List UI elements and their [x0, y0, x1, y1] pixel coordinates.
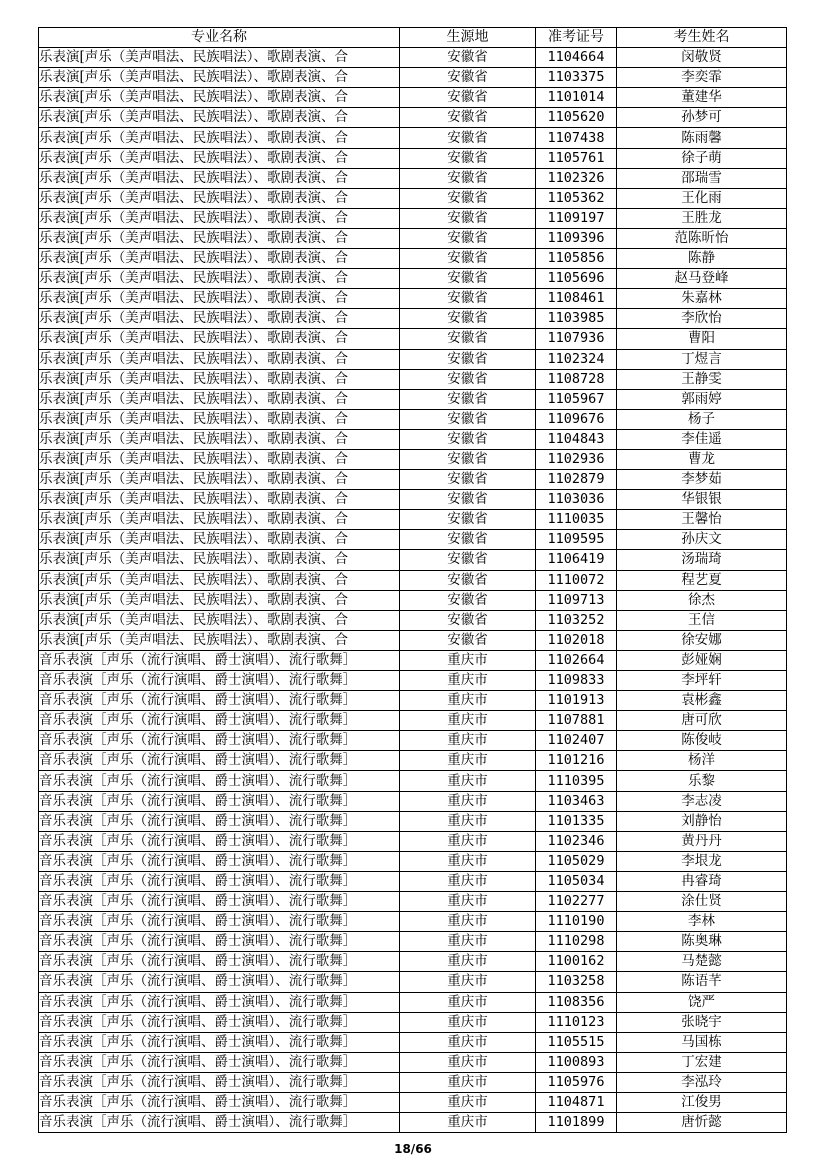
cell-name: 华银银: [617, 490, 787, 510]
cell-major: 乐表演[声乐（美声唱法、民族唱法）、歌剧表演、合: [39, 48, 400, 68]
cell-major: 音乐表演［声乐（流行演唱、爵士演唱）、流行歌舞］: [39, 932, 400, 952]
table-row: [39, 188, 787, 208]
cell-major: 音乐表演［声乐（流行演唱、爵士演唱）、流行歌舞］: [39, 912, 400, 932]
table-row: [39, 168, 787, 188]
cell-major: 乐表演[声乐（美声唱法、民族唱法）、歌剧表演、合: [39, 68, 400, 88]
table-row: [39, 972, 787, 992]
header-name: 考生姓名: [617, 28, 787, 48]
cell-origin: 安徽省: [400, 349, 536, 369]
cell-major: 乐表演[声乐（美声唱法、民族唱法）、歌剧表演、合: [39, 369, 400, 389]
cell-exam-id: 1108728: [536, 369, 617, 389]
cell-origin: 安徽省: [400, 490, 536, 510]
table-row: [39, 530, 787, 550]
cell-origin: 安徽省: [400, 550, 536, 570]
cell-origin: 安徽省: [400, 128, 536, 148]
cell-name: 杨子: [617, 409, 787, 429]
cell-name: 董建华: [617, 88, 787, 108]
table-row: [39, 349, 787, 369]
cell-major: 音乐表演［声乐（流行演唱、爵士演唱）、流行歌舞］: [39, 851, 400, 871]
cell-origin: 重庆市: [400, 811, 536, 831]
cell-exam-id: 1102879: [536, 470, 617, 490]
table-row: [39, 449, 787, 469]
cell-major: 音乐表演［声乐（流行演唱、爵士演唱）、流行歌舞］: [39, 1092, 400, 1112]
cell-name: 陈奥琳: [617, 932, 787, 952]
cell-major: 乐表演[声乐（美声唱法、民族唱法）、歌剧表演、合: [39, 208, 400, 228]
cell-major: 乐表演[声乐（美声唱法、民族唱法）、歌剧表演、合: [39, 148, 400, 168]
table-row: [39, 550, 787, 570]
table-row: [39, 128, 787, 148]
cell-exam-id: 1107936: [536, 329, 617, 349]
cell-major: 乐表演[声乐（美声唱法、民族唱法）、歌剧表演、合: [39, 610, 400, 630]
cell-exam-id: 1109676: [536, 409, 617, 429]
cell-origin: 安徽省: [400, 590, 536, 610]
cell-major: 音乐表演［声乐（流行演唱、爵士演唱）、流行歌舞］: [39, 952, 400, 972]
cell-major: 乐表演[声乐（美声唱法、民族唱法）、歌剧表演、合: [39, 389, 400, 409]
cell-origin: 安徽省: [400, 48, 536, 68]
cell-exam-id: 1101899: [536, 1113, 617, 1133]
cell-major: 音乐表演［声乐（流行演唱、爵士演唱）、流行歌舞］: [39, 771, 400, 791]
cell-name: 张晓宇: [617, 1012, 787, 1032]
cell-origin: 重庆市: [400, 831, 536, 851]
table-row: [39, 309, 787, 329]
cell-exam-id: 1105620: [536, 108, 617, 128]
cell-origin: 重庆市: [400, 671, 536, 691]
cell-major: 乐表演[声乐（美声唱法、民族唱法）、歌剧表演、合: [39, 530, 400, 550]
cell-name: 饶严: [617, 992, 787, 1012]
cell-exam-id: 1101014: [536, 88, 617, 108]
table-row: [39, 369, 787, 389]
cell-major: 乐表演[声乐（美声唱法、民族唱法）、歌剧表演、合: [39, 108, 400, 128]
cell-major: 音乐表演［声乐（流行演唱、爵士演唱）、流行歌舞］: [39, 711, 400, 731]
table-row: [39, 148, 787, 168]
cell-major: 乐表演[声乐（美声唱法、民族唱法）、歌剧表演、合: [39, 429, 400, 449]
cell-name: 孙庆文: [617, 530, 787, 550]
cell-name: 范陈昕怡: [617, 228, 787, 248]
cell-origin: 重庆市: [400, 1052, 536, 1072]
cell-origin: 安徽省: [400, 470, 536, 490]
cell-name: 袁彬鑫: [617, 691, 787, 711]
table-row: [39, 510, 787, 530]
cell-major: 音乐表演［声乐（流行演唱、爵士演唱）、流行歌舞］: [39, 1052, 400, 1072]
cell-exam-id: 1101216: [536, 751, 617, 771]
cell-major: 乐表演[声乐（美声唱法、民族唱法）、歌剧表演、合: [39, 590, 400, 610]
cell-major: 乐表演[声乐（美声唱法、民族唱法）、歌剧表演、合: [39, 449, 400, 469]
cell-major: 乐表演[声乐（美声唱法、民族唱法）、歌剧表演、合: [39, 249, 400, 269]
cell-major: 乐表演[声乐（美声唱法、民族唱法）、歌剧表演、合: [39, 490, 400, 510]
table-row: [39, 811, 787, 831]
cell-name: 陈静: [617, 249, 787, 269]
cell-name: 乐黎: [617, 771, 787, 791]
cell-exam-id: 1109713: [536, 590, 617, 610]
table-row: [39, 1032, 787, 1052]
cell-name: 李欣怡: [617, 309, 787, 329]
cell-major: 音乐表演［声乐（流行演唱、爵士演唱）、流行歌舞］: [39, 972, 400, 992]
cell-origin: 重庆市: [400, 771, 536, 791]
cell-name: 郭雨婷: [617, 389, 787, 409]
cell-exam-id: 1110035: [536, 510, 617, 530]
cell-exam-id: 1105696: [536, 269, 617, 289]
cell-exam-id: 1107881: [536, 711, 617, 731]
header-major: 专业名称: [39, 28, 400, 48]
cell-name: 王胜龙: [617, 208, 787, 228]
cell-name: 陈俊岐: [617, 731, 787, 751]
cell-name: 马楚懿: [617, 952, 787, 972]
cell-name: 王化雨: [617, 188, 787, 208]
cell-origin: 安徽省: [400, 249, 536, 269]
cell-origin: 安徽省: [400, 269, 536, 289]
cell-exam-id: 1109396: [536, 228, 617, 248]
cell-major: 乐表演[声乐（美声唱法、民族唱法）、歌剧表演、合: [39, 228, 400, 248]
cell-major: 乐表演[声乐（美声唱法、民族唱法）、歌剧表演、合: [39, 128, 400, 148]
cell-origin: 安徽省: [400, 369, 536, 389]
cell-origin: 重庆市: [400, 992, 536, 1012]
cell-origin: 重庆市: [400, 1072, 536, 1092]
cell-name: 陈语芊: [617, 972, 787, 992]
cell-exam-id: 1105034: [536, 871, 617, 891]
table-row: [39, 831, 787, 851]
cell-exam-id: 1100893: [536, 1052, 617, 1072]
table-row: [39, 1012, 787, 1032]
cell-exam-id: 1106419: [536, 550, 617, 570]
table-row: [39, 389, 787, 409]
table-row: [39, 208, 787, 228]
cell-exam-id: 1102664: [536, 650, 617, 670]
cell-exam-id: 1105761: [536, 148, 617, 168]
cell-name: 黄丹丹: [617, 831, 787, 851]
cell-name: 曹阳: [617, 329, 787, 349]
cell-name: 赵马登峰: [617, 269, 787, 289]
table-row: [39, 88, 787, 108]
cell-origin: 重庆市: [400, 1113, 536, 1133]
table-row: [39, 691, 787, 711]
cell-exam-id: 1102018: [536, 630, 617, 650]
table-row: [39, 570, 787, 590]
table-row: [39, 108, 787, 128]
cell-major: 音乐表演［声乐（流行演唱、爵士演唱）、流行歌舞］: [39, 1113, 400, 1133]
cell-exam-id: 1103463: [536, 791, 617, 811]
table-row: [39, 1113, 787, 1133]
table-row: [39, 590, 787, 610]
header-exam-id: 准考证号: [536, 28, 617, 48]
cell-exam-id: 1108461: [536, 289, 617, 309]
cell-name: 江俊男: [617, 1092, 787, 1112]
table-row: [39, 269, 787, 289]
cell-name: 王馨怡: [617, 510, 787, 530]
cell-name: 丁宏建: [617, 1052, 787, 1072]
cell-major: 音乐表演［声乐（流行演唱、爵士演唱）、流行歌舞］: [39, 871, 400, 891]
table-row: [39, 892, 787, 912]
cell-origin: 安徽省: [400, 68, 536, 88]
header-origin: 生源地: [400, 28, 536, 48]
cell-origin: 安徽省: [400, 429, 536, 449]
cell-origin: 安徽省: [400, 329, 536, 349]
cell-exam-id: 1109595: [536, 530, 617, 550]
cell-origin: 安徽省: [400, 108, 536, 128]
cell-exam-id: 1108356: [536, 992, 617, 1012]
cell-exam-id: 1110190: [536, 912, 617, 932]
cell-major: 乐表演[声乐（美声唱法、民族唱法）、歌剧表演、合: [39, 409, 400, 429]
cell-major: 音乐表演［声乐（流行演唱、爵士演唱）、流行歌舞］: [39, 1012, 400, 1032]
cell-exam-id: 1102936: [536, 449, 617, 469]
page-number: 18/66: [394, 1142, 432, 1156]
cell-name: 李泓玲: [617, 1072, 787, 1092]
cell-exam-id: 1110072: [536, 570, 617, 590]
cell-name: 李坪轩: [617, 671, 787, 691]
table-row: [39, 671, 787, 691]
table-row: [39, 771, 787, 791]
cell-origin: 安徽省: [400, 449, 536, 469]
cell-name: 彭娅娴: [617, 650, 787, 670]
cell-name: 徐安娜: [617, 630, 787, 650]
cell-major: 音乐表演［声乐（流行演唱、爵士演唱）、流行歌舞］: [39, 811, 400, 831]
cell-origin: 重庆市: [400, 791, 536, 811]
cell-origin: 重庆市: [400, 1092, 536, 1112]
cell-origin: 安徽省: [400, 510, 536, 530]
cell-exam-id: 1103985: [536, 309, 617, 329]
cell-name: 李垠龙: [617, 851, 787, 871]
cell-name: 李佳遥: [617, 429, 787, 449]
table-row: [39, 1092, 787, 1112]
cell-major: 音乐表演［声乐（流行演唱、爵士演唱）、流行歌舞］: [39, 892, 400, 912]
cell-name: 丁煜言: [617, 349, 787, 369]
cell-exam-id: 1109197: [536, 208, 617, 228]
cell-origin: 安徽省: [400, 389, 536, 409]
cell-origin: 重庆市: [400, 912, 536, 932]
cell-origin: 安徽省: [400, 208, 536, 228]
cell-name: 朱嘉林: [617, 289, 787, 309]
cell-name: 王信: [617, 610, 787, 630]
cell-origin: 重庆市: [400, 1012, 536, 1032]
cell-exam-id: 1105029: [536, 851, 617, 871]
cell-exam-id: 1104664: [536, 48, 617, 68]
table-row: [39, 932, 787, 952]
cell-name: 唐可欣: [617, 711, 787, 731]
cell-exam-id: 1107438: [536, 128, 617, 148]
cell-origin: 重庆市: [400, 731, 536, 751]
cell-exam-id: 1110298: [536, 932, 617, 952]
table-row: [39, 329, 787, 349]
table-row: [39, 249, 787, 269]
cell-name: 李志凌: [617, 791, 787, 811]
table-row: [39, 912, 787, 932]
cell-exam-id: 1102324: [536, 349, 617, 369]
cell-origin: 重庆市: [400, 751, 536, 771]
table-row: [39, 630, 787, 650]
cell-major: 音乐表演［声乐（流行演唱、爵士演唱）、流行歌舞］: [39, 731, 400, 751]
table-row: [39, 490, 787, 510]
cell-origin: 安徽省: [400, 409, 536, 429]
cell-name: 邵瑞雪: [617, 168, 787, 188]
cell-name: 闵敬贤: [617, 48, 787, 68]
cell-exam-id: 1105967: [536, 389, 617, 409]
cell-major: 音乐表演［声乐（流行演唱、爵士演唱）、流行歌舞］: [39, 831, 400, 851]
candidate-table: [38, 27, 787, 1133]
table-row: [39, 1072, 787, 1092]
cell-origin: 安徽省: [400, 309, 536, 329]
cell-exam-id: 1104843: [536, 429, 617, 449]
table-row: [39, 871, 787, 891]
cell-major: 乐表演[声乐（美声唱法、民族唱法）、歌剧表演、合: [39, 510, 400, 530]
cell-origin: 安徽省: [400, 168, 536, 188]
cell-major: 音乐表演［声乐（流行演唱、爵士演唱）、流行歌舞］: [39, 992, 400, 1012]
table-row: [39, 68, 787, 88]
table-row: [39, 731, 787, 751]
cell-origin: 安徽省: [400, 610, 536, 630]
cell-name: 徐杰: [617, 590, 787, 610]
cell-origin: 安徽省: [400, 228, 536, 248]
cell-origin: 重庆市: [400, 952, 536, 972]
cell-major: 乐表演[声乐（美声唱法、民族唱法）、歌剧表演、合: [39, 188, 400, 208]
table-row: [39, 1052, 787, 1072]
cell-major: 音乐表演［声乐（流行演唱、爵士演唱）、流行歌舞］: [39, 1072, 400, 1092]
cell-origin: 安徽省: [400, 530, 536, 550]
cell-origin: 安徽省: [400, 289, 536, 309]
cell-origin: 重庆市: [400, 650, 536, 670]
cell-origin: 重庆市: [400, 711, 536, 731]
cell-origin: 安徽省: [400, 148, 536, 168]
cell-major: 乐表演[声乐（美声唱法、民族唱法）、歌剧表演、合: [39, 269, 400, 289]
table-row: [39, 470, 787, 490]
table-row: [39, 409, 787, 429]
cell-name: 李奕霏: [617, 68, 787, 88]
cell-major: 音乐表演［声乐（流行演唱、爵士演唱）、流行歌舞］: [39, 650, 400, 670]
cell-name: 王静雯: [617, 369, 787, 389]
cell-exam-id: 1102346: [536, 831, 617, 851]
cell-origin: 安徽省: [400, 630, 536, 650]
table-row: [39, 48, 787, 68]
cell-major: 音乐表演［声乐（流行演唱、爵士演唱）、流行歌舞］: [39, 691, 400, 711]
cell-major: 乐表演[声乐（美声唱法、民族唱法）、歌剧表演、合: [39, 88, 400, 108]
cell-origin: 重庆市: [400, 892, 536, 912]
cell-exam-id: 1105362: [536, 188, 617, 208]
table-row: [39, 791, 787, 811]
table-row: [39, 851, 787, 871]
cell-major: 音乐表演［声乐（流行演唱、爵士演唱）、流行歌舞］: [39, 1032, 400, 1052]
cell-exam-id: 1102326: [536, 168, 617, 188]
table-row: [39, 429, 787, 449]
table-row: [39, 650, 787, 670]
table-row: [39, 711, 787, 731]
cell-name: 孙梦可: [617, 108, 787, 128]
cell-name: 马国栋: [617, 1032, 787, 1052]
cell-origin: 安徽省: [400, 188, 536, 208]
cell-origin: 重庆市: [400, 851, 536, 871]
cell-name: 汤瑞琦: [617, 550, 787, 570]
cell-exam-id: 1102277: [536, 892, 617, 912]
cell-exam-id: 1101913: [536, 691, 617, 711]
cell-exam-id: 1110395: [536, 771, 617, 791]
cell-exam-id: 1103375: [536, 68, 617, 88]
cell-name: 唐忻懿: [617, 1113, 787, 1133]
cell-origin: 重庆市: [400, 871, 536, 891]
cell-name: 徐子萌: [617, 148, 787, 168]
cell-exam-id: 1105515: [536, 1032, 617, 1052]
cell-exam-id: 1104871: [536, 1092, 617, 1112]
cell-name: 涂仕贤: [617, 892, 787, 912]
cell-origin: 安徽省: [400, 88, 536, 108]
cell-major: 音乐表演［声乐（流行演唱、爵士演唱）、流行歌舞］: [39, 791, 400, 811]
cell-exam-id: 1109833: [536, 671, 617, 691]
cell-major: 乐表演[声乐（美声唱法、民族唱法）、歌剧表演、合: [39, 349, 400, 369]
table-row: [39, 289, 787, 309]
cell-major: 乐表演[声乐（美声唱法、民族唱法）、歌剧表演、合: [39, 470, 400, 490]
table-row: [39, 751, 787, 771]
cell-major: 音乐表演［声乐（流行演唱、爵士演唱）、流行歌舞］: [39, 671, 400, 691]
cell-name: 杨洋: [617, 751, 787, 771]
cell-name: 陈雨馨: [617, 128, 787, 148]
cell-exam-id: 1101335: [536, 811, 617, 831]
cell-major: 乐表演[声乐（美声唱法、民族唱法）、歌剧表演、合: [39, 168, 400, 188]
cell-name: 李梦茹: [617, 470, 787, 490]
cell-exam-id: 1105976: [536, 1072, 617, 1092]
cell-name: 李林: [617, 912, 787, 932]
table-row: [39, 228, 787, 248]
table-row: [39, 610, 787, 630]
cell-name: 刘静怡: [617, 811, 787, 831]
table-row: [39, 952, 787, 972]
cell-major: 乐表演[声乐（美声唱法、民族唱法）、歌剧表演、合: [39, 550, 400, 570]
cell-exam-id: 1100162: [536, 952, 617, 972]
cell-exam-id: 1103252: [536, 610, 617, 630]
cell-origin: 安徽省: [400, 570, 536, 590]
cell-exam-id: 1103036: [536, 490, 617, 510]
cell-origin: 重庆市: [400, 972, 536, 992]
cell-origin: 重庆市: [400, 691, 536, 711]
cell-origin: 重庆市: [400, 932, 536, 952]
cell-major: 乐表演[声乐（美声唱法、民族唱法）、歌剧表演、合: [39, 309, 400, 329]
cell-origin: 重庆市: [400, 1032, 536, 1052]
cell-name: 程艺夏: [617, 570, 787, 590]
header-row: [39, 28, 787, 48]
cell-major: 乐表演[声乐（美声唱法、民族唱法）、歌剧表演、合: [39, 289, 400, 309]
cell-exam-id: 1110123: [536, 1012, 617, 1032]
cell-major: 乐表演[声乐（美声唱法、民族唱法）、歌剧表演、合: [39, 329, 400, 349]
cell-exam-id: 1105856: [536, 249, 617, 269]
cell-major: 音乐表演［声乐（流行演唱、爵士演唱）、流行歌舞］: [39, 751, 400, 771]
cell-major: 乐表演[声乐（美声唱法、民族唱法）、歌剧表演、合: [39, 630, 400, 650]
cell-name: 曹龙: [617, 449, 787, 469]
cell-exam-id: 1102407: [536, 731, 617, 751]
table-row: [39, 992, 787, 1012]
cell-exam-id: 1103258: [536, 972, 617, 992]
cell-major: 乐表演[声乐（美声唱法、民族唱法）、歌剧表演、合: [39, 570, 400, 590]
cell-name: 冉睿琦: [617, 871, 787, 891]
